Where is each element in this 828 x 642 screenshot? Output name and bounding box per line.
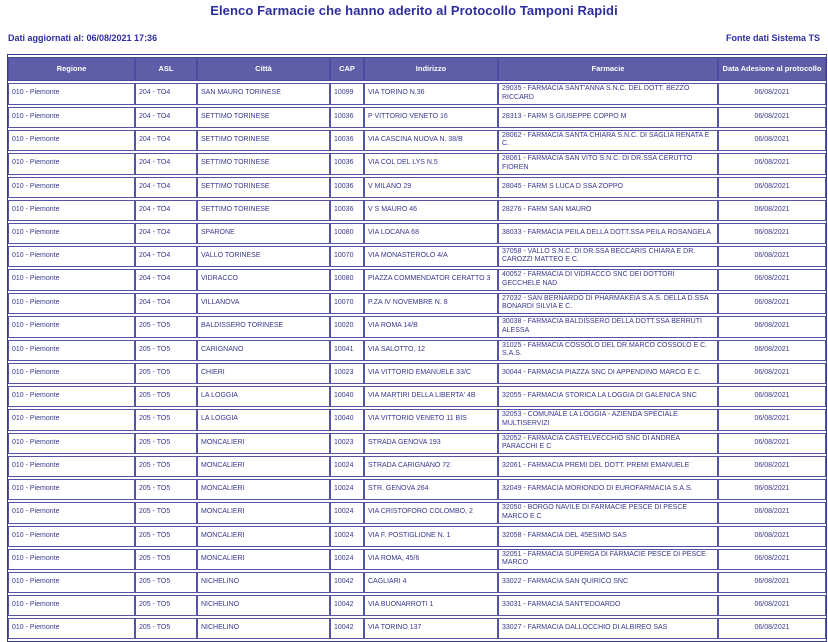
cell-asl: 205 - TO5	[135, 526, 197, 547]
farmacie-table	[7, 54, 827, 642]
cell-asl: 205 - TO5	[135, 363, 197, 384]
cell-data-adesione: 06/08/2021	[718, 618, 826, 639]
cell-citta: SETTIMO TORINESE	[197, 130, 330, 152]
column-header-asl: ASL	[135, 57, 197, 81]
cell-data-adesione: 06/08/2021	[718, 502, 826, 524]
table-row	[8, 386, 826, 407]
cell-indirizzo: VIA TORINO N.36	[364, 83, 498, 105]
cell-indirizzo: PIAZZA COMMENDATOR CERATTO 3	[364, 269, 498, 291]
cell-farmacia: 30044 - FARMACIA PIAZZA SNC DI APPENDINO MARCO E C.	[498, 363, 718, 384]
cell-regione: 010 - Piemonte	[8, 386, 135, 407]
table-row	[8, 246, 826, 268]
cell-cap: 10070	[330, 246, 364, 268]
table-row	[8, 595, 826, 616]
table-row	[8, 502, 826, 524]
cell-citta: MONCALIERI	[197, 456, 330, 477]
cell-cap: 10023	[330, 433, 364, 455]
cell-citta: NICHELINO	[197, 572, 330, 593]
cell-regione: 010 - Piemonte	[8, 502, 135, 524]
cell-indirizzo: P VITTORIO VENETO 16	[364, 107, 498, 128]
cell-indirizzo: VIA LOCANA 68	[364, 223, 498, 244]
cell-cap: 10024	[330, 526, 364, 547]
cell-regione: 010 - Piemonte	[8, 340, 135, 362]
cell-cap: 10080	[330, 223, 364, 244]
cell-asl: 204 - TO4	[135, 223, 197, 244]
cell-regione: 010 - Piemonte	[8, 177, 135, 198]
cell-indirizzo: STR. GENOVA 264	[364, 479, 498, 500]
cell-asl: 204 - TO4	[135, 153, 197, 175]
cell-data-adesione: 06/08/2021	[718, 572, 826, 593]
cell-citta: VIDRACCO	[197, 269, 330, 291]
cell-data-adesione: 06/08/2021	[718, 316, 826, 338]
cell-farmacia: 32051 - FARMACIA SUPERGA DI FARMACIE PESCE DI PESCE MARCO	[498, 549, 718, 571]
cell-cap: 10036	[330, 107, 364, 128]
cell-regione: 010 - Piemonte	[8, 107, 135, 128]
cell-citta: CARIGNANO	[197, 340, 330, 362]
cell-regione: 010 - Piemonte	[8, 433, 135, 455]
cell-farmacia: 31025 - FARMACIA COSSOLO DEL DR.MARCO COSSOLO E C. S.A.S.	[498, 340, 718, 362]
cell-data-adesione: 06/08/2021	[718, 130, 826, 152]
cell-regione: 010 - Piemonte	[8, 269, 135, 291]
cell-cap: 10042	[330, 572, 364, 593]
cell-cap: 10036	[330, 177, 364, 198]
cell-farmacia: 28313 - FARM S GIUSEPPE COPPO M	[498, 107, 718, 128]
cell-indirizzo: VIA BUONARROTI 1	[364, 595, 498, 616]
cell-farmacia: 32050 - BORGO NAVILE DI FARMACIE PESCE DI PESCE MARCO E C	[498, 502, 718, 524]
cell-citta: SETTIMO TORINESE	[197, 200, 330, 221]
cell-asl: 205 - TO5	[135, 572, 197, 593]
cell-farmacia: 28276 - FARM SAN MAURO	[498, 200, 718, 221]
cell-indirizzo: VIA SALOTTO, 12	[364, 340, 498, 362]
info-bar	[8, 33, 820, 43]
cell-indirizzo: VIA ROMA 14/B	[364, 316, 498, 338]
cell-data-adesione: 06/08/2021	[718, 479, 826, 500]
cell-indirizzo: VIA MARTIRI DELLA LIBERTA' 4B	[364, 386, 498, 407]
cell-regione: 010 - Piemonte	[8, 595, 135, 616]
cell-data-adesione: 06/08/2021	[718, 223, 826, 244]
cell-citta: SETTIMO TORINESE	[197, 177, 330, 198]
cell-data-adesione: 06/08/2021	[718, 153, 826, 175]
cell-asl: 204 - TO4	[135, 269, 197, 291]
column-header-indirizzo: Indirizzo	[364, 57, 498, 81]
cell-cap: 10070	[330, 293, 364, 315]
cell-citta: CHIERI	[197, 363, 330, 384]
cell-cap: 10024	[330, 549, 364, 571]
cell-indirizzo: CAGLIARI 4	[364, 572, 498, 593]
cell-asl: 204 - TO4	[135, 107, 197, 128]
cell-data-adesione: 06/08/2021	[718, 526, 826, 547]
cell-regione: 010 - Piemonte	[8, 456, 135, 477]
cell-asl: 205 - TO5	[135, 456, 197, 477]
cell-regione: 010 - Piemonte	[8, 618, 135, 639]
cell-regione: 010 - Piemonte	[8, 83, 135, 105]
cell-indirizzo: VIA ROMA, 45/6	[364, 549, 498, 571]
cell-citta: VALLO TORINESE	[197, 246, 330, 268]
column-header-cap: CAP	[330, 57, 364, 81]
table-header-row	[8, 57, 826, 81]
column-header-regione: Regione	[8, 57, 135, 81]
cell-regione: 010 - Piemonte	[8, 526, 135, 547]
cell-data-adesione: 06/08/2021	[718, 340, 826, 362]
cell-regione: 010 - Piemonte	[8, 479, 135, 500]
cell-farmacia: 37058 - VALLO S.N.C. DI DR.SSA BECCARIS CHIARA E DR. CAROZZI MATTEO E C.	[498, 246, 718, 268]
cell-cap: 10041	[330, 340, 364, 362]
cell-data-adesione: 06/08/2021	[718, 177, 826, 198]
cell-asl: 205 - TO5	[135, 595, 197, 616]
table-row	[8, 107, 826, 128]
cell-regione: 010 - Piemonte	[8, 153, 135, 175]
cell-data-adesione: 06/08/2021	[718, 386, 826, 407]
cell-indirizzo: VIA CASCINA NUOVA N. 38/B	[364, 130, 498, 152]
cell-indirizzo: VIA MONASTEROLO 4/A	[364, 246, 498, 268]
cell-cap: 10020	[330, 316, 364, 338]
cell-asl: 205 - TO5	[135, 433, 197, 455]
cell-regione: 010 - Piemonte	[8, 130, 135, 152]
data-source-label: Fonte dati Sistema TS	[725, 33, 820, 43]
cell-citta: NICHELINO	[197, 618, 330, 639]
cell-citta: SPARONE	[197, 223, 330, 244]
cell-farmacia: 33022 - FARMACIA SAN QUIRICO SNC	[498, 572, 718, 593]
cell-asl: 205 - TO5	[135, 502, 197, 524]
column-header-data-adesione: Data Adesione al protocollo	[718, 57, 826, 81]
cell-asl: 205 - TO5	[135, 549, 197, 571]
table-row	[8, 340, 826, 362]
cell-regione: 010 - Piemonte	[8, 572, 135, 593]
cell-regione: 010 - Piemonte	[8, 549, 135, 571]
table-row	[8, 269, 826, 291]
cell-regione: 010 - Piemonte	[8, 200, 135, 221]
table-row	[8, 572, 826, 593]
table-row	[8, 433, 826, 455]
cell-asl: 205 - TO5	[135, 479, 197, 500]
cell-data-adesione: 06/08/2021	[718, 200, 826, 221]
table-row	[8, 83, 826, 105]
cell-cap: 10036	[330, 200, 364, 221]
cell-cap: 10036	[330, 130, 364, 152]
cell-farmacia: 32053 - COMUNALE LA LOGGIA - AZIENDA SPECIALE MULTISERVIZI	[498, 409, 718, 431]
farmacie-table-body	[8, 83, 826, 639]
cell-cap: 10024	[330, 479, 364, 500]
cell-asl: 205 - TO5	[135, 316, 197, 338]
cell-citta: MONCALIERI	[197, 479, 330, 500]
cell-indirizzo: VIA TORINO 137	[364, 618, 498, 639]
table-row	[8, 456, 826, 477]
cell-regione: 010 - Piemonte	[8, 293, 135, 315]
cell-farmacia: 32058 - FARMACIA DEL 45ESIMO SAS	[498, 526, 718, 547]
cell-regione: 010 - Piemonte	[8, 246, 135, 268]
cell-citta: MONCALIERI	[197, 549, 330, 571]
cell-indirizzo: STRADA GENOVA 193	[364, 433, 498, 455]
cell-asl: 205 - TO5	[135, 618, 197, 639]
cell-farmacia: 27032 - SAN BERNARDO DI PHARMAKEIA S.A.S. DELLA D.SSA BONARDI SILVIA E C.	[498, 293, 718, 315]
cell-indirizzo: VIA VITTORIO VENETO 11 BIS	[364, 409, 498, 431]
cell-data-adesione: 06/08/2021	[718, 83, 826, 105]
cell-farmacia: 28062 - FARMACIA SANTA CHIARA S.N.C. DI SAGLIA RENATA E C.	[498, 130, 718, 152]
cell-farmacia: 28045 - FARM S LUCA D SSA ZOPPO	[498, 177, 718, 198]
cell-data-adesione: 06/08/2021	[718, 246, 826, 268]
table-row	[8, 293, 826, 315]
cell-cap: 10040	[330, 409, 364, 431]
cell-farmacia: 28061 - FARMACIA SAN VITO S.N.C. DI DR.SSA CERUTTO FIOREN	[498, 153, 718, 175]
column-header-citta: Città	[197, 57, 330, 81]
cell-citta: SAN MAURO TORINESE	[197, 83, 330, 105]
cell-data-adesione: 06/08/2021	[718, 456, 826, 477]
cell-regione: 010 - Piemonte	[8, 409, 135, 431]
cell-farmacia: 29035 - FARMACIA SANT'ANNA S.N.C. DEL DOTT. BEZZO RICCARD	[498, 83, 718, 105]
cell-asl: 204 - TO4	[135, 83, 197, 105]
cell-cap: 10040	[330, 386, 364, 407]
cell-asl: 205 - TO5	[135, 340, 197, 362]
cell-cap: 10024	[330, 502, 364, 524]
cell-farmacia: 38033 - FARMACIA PEILA DELLA DOTT.SSA PEILA ROSANGELA	[498, 223, 718, 244]
cell-data-adesione: 06/08/2021	[718, 269, 826, 291]
cell-asl: 204 - TO4	[135, 293, 197, 315]
cell-data-adesione: 06/08/2021	[718, 107, 826, 128]
table-row	[8, 223, 826, 244]
cell-data-adesione: 06/08/2021	[718, 433, 826, 455]
table-row	[8, 479, 826, 500]
cell-indirizzo: VIA COL DEL LYS N.5	[364, 153, 498, 175]
table-row	[8, 409, 826, 431]
cell-data-adesione: 06/08/2021	[718, 293, 826, 315]
cell-citta: VILLANOVA	[197, 293, 330, 315]
cell-farmacia: 33027 - FARMACIA DALLOCCHIO DI ALBIREO SAS	[498, 618, 718, 639]
cell-indirizzo: V MILANO 29	[364, 177, 498, 198]
cell-cap: 10042	[330, 618, 364, 639]
cell-citta: SETTIMO TORINESE	[197, 107, 330, 128]
cell-cap: 10042	[330, 595, 364, 616]
cell-farmacia: 33031 - FARMACIA SANT'EDOARDO	[498, 595, 718, 616]
cell-asl: 205 - TO5	[135, 386, 197, 407]
cell-cap: 10023	[330, 363, 364, 384]
cell-cap: 10024	[330, 456, 364, 477]
table-row	[8, 618, 826, 639]
cell-regione: 010 - Piemonte	[8, 223, 135, 244]
table-row	[8, 526, 826, 547]
cell-citta: MONCALIERI	[197, 502, 330, 524]
cell-regione: 010 - Piemonte	[8, 316, 135, 338]
updated-label: Dati aggiornati al: 06/08/2021 17:36	[8, 33, 158, 43]
cell-asl: 205 - TO5	[135, 409, 197, 431]
cell-citta: SETTIMO TORINESE	[197, 153, 330, 175]
cell-asl: 204 - TO4	[135, 177, 197, 198]
cell-citta: LA LOGGIA	[197, 409, 330, 431]
cell-indirizzo: V S MAURO 46	[364, 200, 498, 221]
cell-cap: 10099	[330, 83, 364, 105]
cell-farmacia: 30038 - FARMACIA BALDISSERO DELLA DOTT.SSA BERRUTI ALESSA	[498, 316, 718, 338]
cell-farmacia: 32061 - FARMACIA PREMI DEL DOTT. PREMI EMANUELE	[498, 456, 718, 477]
cell-citta: LA LOGGIA	[197, 386, 330, 407]
cell-asl: 204 - TO4	[135, 130, 197, 152]
table-row	[8, 363, 826, 384]
cell-indirizzo: STRADA CARIGNANO 72	[364, 456, 498, 477]
page-title: Elenco Farmacie che hanno aderito al Protocollo Tamponi Rapidi	[210, 3, 618, 18]
cell-data-adesione: 06/08/2021	[718, 549, 826, 571]
cell-cap: 10036	[330, 153, 364, 175]
cell-citta: BALDISSERO TORINESE	[197, 316, 330, 338]
table-row	[8, 200, 826, 221]
cell-cap: 10080	[330, 269, 364, 291]
cell-indirizzo: VIA VITTORIO EMANUELE 33/C	[364, 363, 498, 384]
cell-farmacia: 32049 - FARMACIA MORIONDO DI EUROFARMACIA S.A.S.	[498, 479, 718, 500]
table-row	[8, 549, 826, 571]
table-row	[8, 316, 826, 338]
cell-citta: MONCALIERI	[197, 433, 330, 455]
cell-data-adesione: 06/08/2021	[718, 409, 826, 431]
table-row	[8, 177, 826, 198]
cell-farmacia: 40052 - FARMACIA DI VIDRACCO SNC DEI DOTTORI GECCHELE NAD	[498, 269, 718, 291]
cell-indirizzo: VIA CRISTOFORO COLOMBO, 2	[364, 502, 498, 524]
cell-asl: 204 - TO4	[135, 246, 197, 268]
cell-farmacia: 32052 - FARMACIA CASTELVECCHIO SNC DI ANDREA PARACCHI E C	[498, 433, 718, 455]
cell-citta: MONCALIERI	[197, 526, 330, 547]
cell-data-adesione: 06/08/2021	[718, 363, 826, 384]
cell-regione: 010 - Piemonte	[8, 363, 135, 384]
cell-data-adesione: 06/08/2021	[718, 595, 826, 616]
cell-citta: NICHELINO	[197, 595, 330, 616]
cell-indirizzo: P.ZA IV NOVEMBRE N. 8	[364, 293, 498, 315]
table-row	[8, 130, 826, 152]
cell-farmacia: 32055 - FARMACIA STORICA LA LOGGIA DI GALENICA SNC	[498, 386, 718, 407]
cell-asl: 204 - TO4	[135, 200, 197, 221]
cell-indirizzo: VIA F. POSTIGLIONE N. 1	[364, 526, 498, 547]
column-header-farmacie: Farmacie	[498, 57, 718, 81]
table-row	[8, 153, 826, 175]
